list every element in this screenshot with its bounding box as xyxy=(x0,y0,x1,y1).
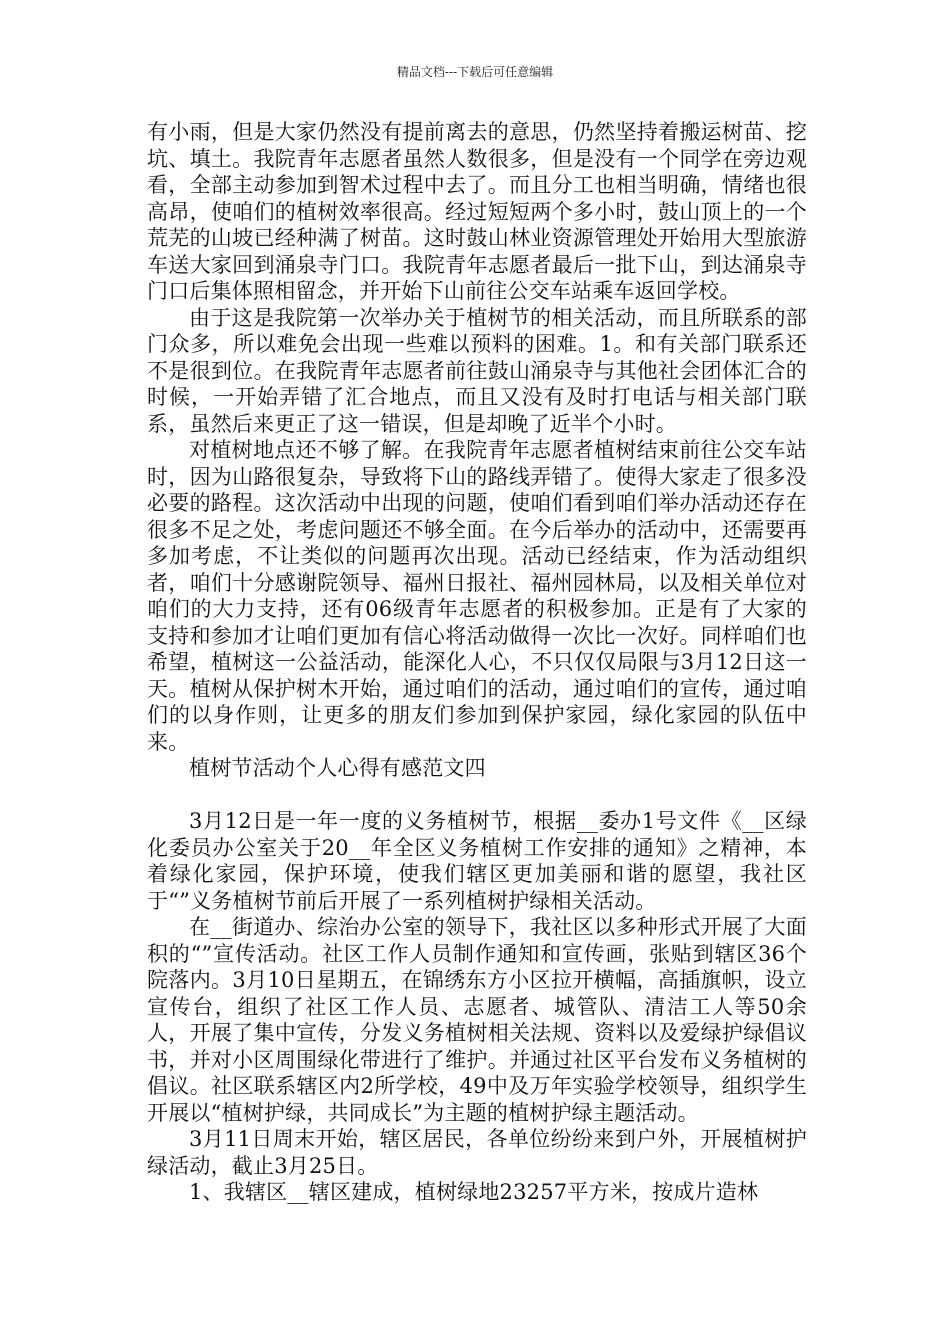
section-title: 植树节活动个人心得有感范文四 xyxy=(189,756,486,780)
blank-line xyxy=(147,782,807,809)
paragraph-2: 由于这是我院第一次举办关于植树节的相关活动，而且所联系的部门众多，所以难免会出现一些难以预料的困难。1。和有关部门联系还不是很到位。在我院青年志愿者前往鼓山涌泉寺与其他社会团体汇合的时候，一开始弄错了汇合地点，而且又没有及时打电话与相关部门联系，虽然后来更正了这一错误，但是却晚了近半个小时。 xyxy=(147,305,807,436)
paragraph-6: 3月11日周末开始，辖区居民，各单位纷纷来到户外，开展植树护绿活动，截止3月25日。 xyxy=(147,1127,807,1178)
paragraph-5: 在__街道办、综治办公室的领导下，我社区以多种形式开展了大面积的“”宣传活动。社区工作人员制作通知和宣传画，张贴到辖区36个院落内。3月10日星期五，在锦绣东方小区拉开横幅，高插旗帜，设立宣传台，组织了社区工作人员、志愿者、城管队、清洁工人等50余人，开展了集中宣传，分发义务植树相关法规、资料以及爱绿护绿倡议书，并对小区周围绿化带进行了维护。并通过社区平台发布义务植树的倡议。社区联系辖区内2所学校，49中及万年实验学校领导，组织学生开展以“植树护绿，共同成长”为主题的植树护绿主题活动。 xyxy=(147,915,807,1125)
page-header: 精品文档---下载后可任意编辑 xyxy=(396,65,554,79)
document-body xyxy=(147,119,807,1206)
paragraph-4: 3月12日是一年一度的义务植树节，根据__委办1号文件《__区绿化委员办公室关于20__年全区义务植树工作安排的通知》之精神，本着绿化家园，保护环境，使我们辖区更加美丽和谐的愿望，我社区于“”义务植树节前后开展了一系列植树护绿相关活动。 xyxy=(147,809,807,913)
paragraph-1: 有小雨，但是大家仍然没有提前离去的意思，仍然坚持着搬运树苗、挖坑、填土。我院青年志愿者虽然人数很多，但是没有一个同学在旁边观看，全部主动参加到智术过程中去了。而且分工也相当明确，情绪也很高昂，使咱们的植树效率很高。经过短短两个多小时，鼓山顶上的一个荒芜的山坡已经种满了树苗。这时鼓山林业资源管理处开始用大型旅游车送大家回到涌泉寺门口。我院青年志愿者最后一批下山，到达涌泉寺门口后集体照相留念，并开始下山前往公交车站乘车返回学校。 xyxy=(147,120,807,303)
paragraph-7: 1、我辖区__辖区建成，植树绿地23257平方米，按成片造林 xyxy=(189,1180,759,1204)
paragraph-3: 对植树地点还不够了解。在我院青年志愿者植树结束前往公交车站时，因为山路很复杂，导致将下山的路线弄错了。使得大家走了很多没必要的路程。这次活动中出现的问题，使咱们看到咱们举办活动还存在很多不足之处，考虑问题还不够全面。在今后举办的活动中，还需要再多加考虑，不让类似的问题再次出现。活动已经结束，作为活动组织者，咱们十分感谢院领导、福州日报社、福州园林局，以及相关单位对咱们的大力支持，还有06级青年志愿者的积极参加。正是有了大家的支持和参加才让咱们更加有信心将活动做得一次比一次好。同样咱们也希望，植树这一公益活动，能深化人心，不只仅仅局限与3月12日这一天。植树从保护树木开始，通过咱们的活动，通过咱们的宣传，通过咱们的以身作则，让更多的朋友们参加到保护家园，绿化家园的队伍中来。 xyxy=(147,438,807,754)
